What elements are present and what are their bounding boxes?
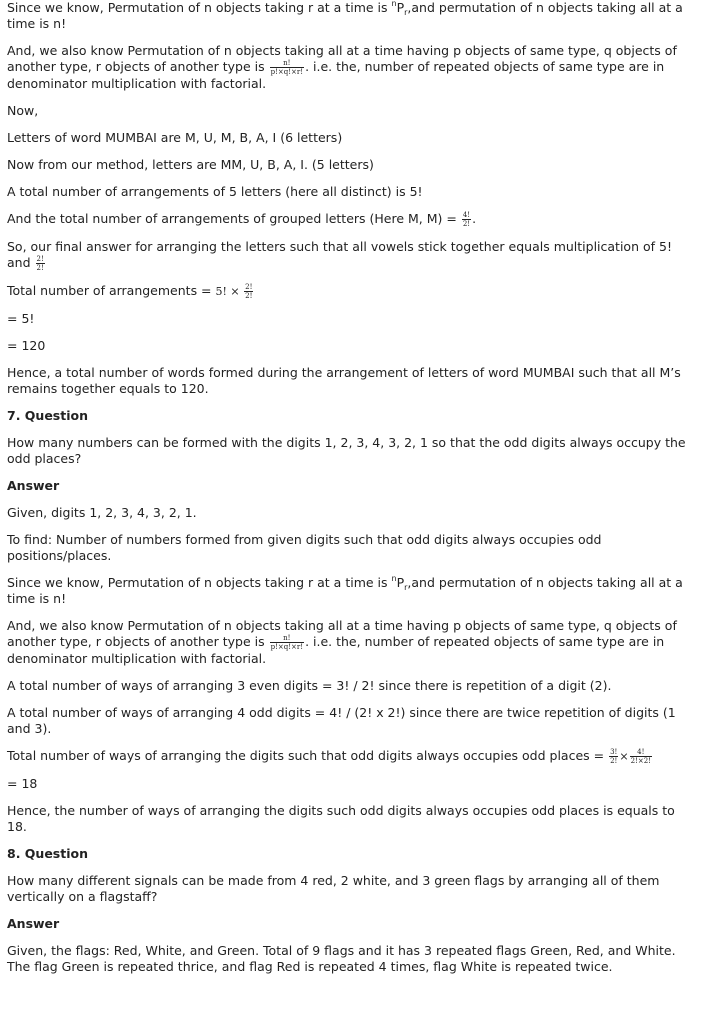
result-120: = 120 [7,338,46,353]
answer-7-odd-digits: A total number of ways of arranging 4 odd digits = 4! / (2! x 2!) since there are twice repetition of digits (1 and 3). [7,705,676,736]
permutation-definition-repeat: Since we know, Permutation of n objects taking r at a time is $^nP_r,and$ permutation of n objects taking all at a time is n! [7,574,683,606]
repeated-objects-definition-repeat: And, we also know Permutation of n objects taking all at a time having p objects of same type, q objects of another type, r objects of another type is $\frac{n!}{p!\times q!\times r!}$ . i.e. the, number of repeated objects of same type are in denominator multiplication with factorial. [7,618,677,666]
formula-fraction: $\frac{n!}{p!\times q!\times r!}$ [270,59,304,76]
paragraph-final: So, our final answer for arranging the letters such that all vowels stick together equals multiplication of 5! and $\frac{2!}{2!}$ [7,239,672,272]
answer-7-conclusion: Hence, the number of ways of arranging the digits such odd digits always occupies odd places is equals to 18. [7,803,675,834]
fraction-2-over-2: $\frac{2!}{2!}$ [36,255,44,272]
answer-7-even-digits: A total number of ways of arranging 3 even digits = 3! / 2! since there is repetition of a digit (2). [7,678,612,693]
answer-heading: Answer [7,478,60,493]
result-5-factorial: = 5! [7,311,35,326]
question-7-heading: 7. Question [7,408,88,423]
paragraph-letters: Letters of word MUMBAI are M, U, M, B, A, I (6 letters) [7,130,343,145]
paragraph-total: Total number of arrangements = 5! × $\frac{2!}{2!}$ [7,283,253,300]
paragraph-grouped: And the total number of arrangements of grouped letters (Here M, M) = $\frac{4!}{2!}$ . [7,211,477,228]
repeated-objects-definition: And, we also know Permutation of n objects taking all at a time having p objects of same type, q objects of another type, r objects of another type is $\frac{n!}{p!\times q!\times r!}$ . i.e. the, number of repeated objects of same type are in denominator multiplication with factorial. [7,43,677,91]
answer-7-given: Given, digits 1, 2, 3, 4, 3, 2, 1. [7,505,197,520]
paragraph-now: Now, [7,103,39,118]
answer-heading-8: Answer [7,916,60,931]
formula-fraction: $\frac{n!}{p!\times q!\times r!}$ [270,634,304,651]
result-18: = 18 [7,776,38,791]
paragraph-method: Now from our method, letters are MM, U, B, A, I. (5 letters) [7,157,374,172]
permutation-definition: Since we know, Permutation of n objects taking r at a time is $^nP_r,and$ permutation of n objects taking all at a time is n! [7,0,683,31]
question-7-text: How many numbers can be formed with the digits 1, 2, 3, 4, 3, 2, 1 so that the odd digits always occupy the odd places? [7,435,686,466]
fraction-3-over-2: $\frac{3!}{2!}$ [610,748,618,765]
answer-7-total: Total number of ways of arranging the digits such that odd digits always occupies odd places = $\frac{3!}{2!}$ × $\frac{4!}{2!\times 2!}$ [7,748,651,765]
paragraph-arrangements: A total number of arrangements of 5 letters (here all distinct) is 5! [7,184,423,199]
fraction-2-over-2-b: $\frac{2!}{2!}$ [245,283,253,300]
answer-8-given: Given, the flags: Red, White, and Green. Total of 9 flags and it has 3 repeated flags Green, Red, and White. The flag Green is repeated thrice, and flag Red is repeated 4 times, flag White is repeated twice. [7,943,676,974]
question-8-heading: 8. Question [7,846,88,861]
answer-7-to-find: To find: Number of numbers formed from given digits such that odd digits always occupies odd positions/places. [7,532,602,563]
paragraph-conclusion: Hence, a total number of words formed during the arrangement of letters of word MUMBAI such that all M’s remains together equals to 120. [7,365,681,396]
fraction-4-over-2x2: $\frac{4!}{2!\times 2!}$ [630,748,651,765]
fraction-4-over-2: $\frac{4!}{2!}$ [462,211,471,228]
question-8-text: How many different signals can be made from 4 red, 2 white, and 3 green flags by arranging all of them vertically on a flagstaff? [7,873,660,904]
